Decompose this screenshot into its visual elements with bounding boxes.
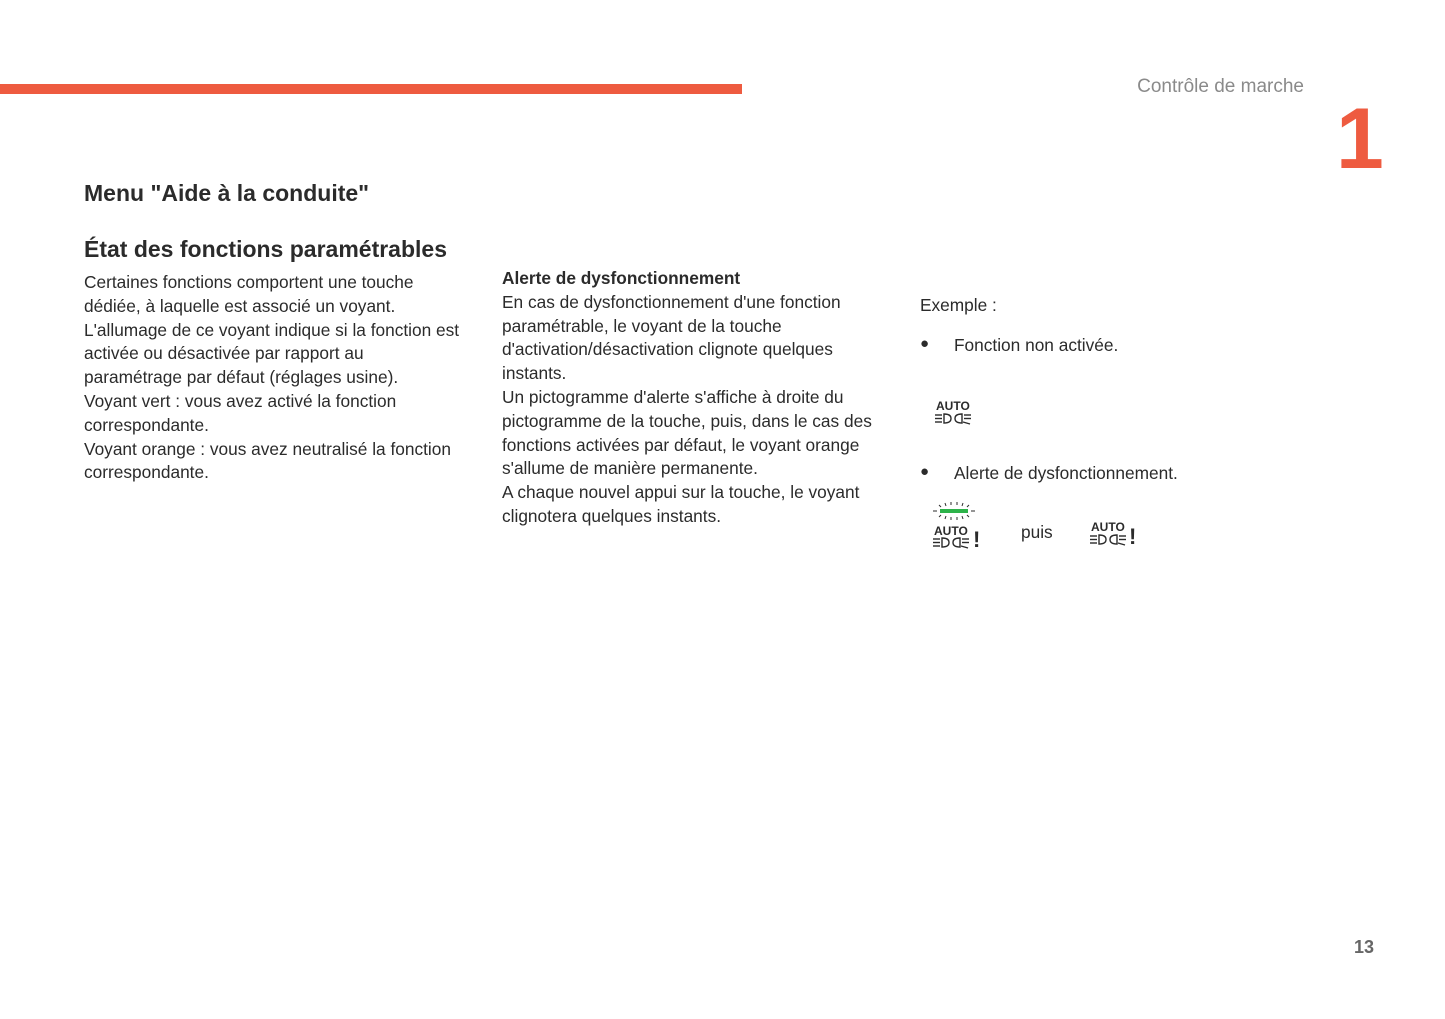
menu-title: Menu "Aide à la conduite" <box>84 180 370 206</box>
bullet-text: Fonction non activée. <box>954 335 1119 355</box>
auto-headlamp-icon <box>934 397 976 429</box>
auto-headlamp-alert-icon <box>1088 518 1142 550</box>
example-label: Exemple : <box>920 295 997 315</box>
malfunction-subtitle: Alerte de dysfonctionnement <box>502 268 741 288</box>
paragraph: Certaines fonctions comportent une touche dédiée, à laquelle est associé un voyant. <box>84 272 414 316</box>
auto-icon-label: AUTO <box>1091 520 1125 534</box>
auto-icon-label: AUTO <box>934 524 968 538</box>
bullet-dot: ● <box>920 463 930 480</box>
section-title: État des fonctions paramétrables <box>84 236 447 262</box>
bullet-text: Alerte de dysfonctionnement. <box>954 463 1178 483</box>
bullet-dot: ● <box>920 335 930 352</box>
auto-headlamp-blinking-alert-icon <box>931 501 987 553</box>
page-number: 13 <box>1354 937 1375 957</box>
paragraph: L'allumage de ce voyant indique si la fonction est activée ou désactivée par rapport au paramétrage par défaut (réglages usine). <box>84 319 460 388</box>
alert-mark: ! <box>973 527 981 552</box>
alert-mark: ! <box>1129 524 1137 549</box>
bullet-item <box>920 463 1178 484</box>
paragraph: A chaque nouvel appui sur la touche, le voyant clignotera quelques instants. <box>502 482 860 526</box>
column-malfunction <box>502 267 892 529</box>
paragraph: Un pictogramme d'alerte s'affiche à droite du pictogramme de la touche, puis, dans le cas des fonctions activées par défaut, le voyant orange s'allume de manière permanente. <box>502 386 872 479</box>
header-accent-bar <box>0 84 742 94</box>
column-intro <box>84 271 464 485</box>
section-label: Contrôle de marche <box>1137 76 1304 97</box>
chapter-number: 1 <box>1336 91 1384 187</box>
paragraph: Voyant vert : vous avez activé la fonction correspondante. <box>84 390 397 435</box>
auto-icon-label: AUTO <box>936 399 970 413</box>
green-led-indicator <box>940 509 968 513</box>
paragraph: En cas de dysfonctionnement d'une fonction paramétrable, le voyant de la touche d'activation/désactivation clignote quelques instants. <box>502 291 841 384</box>
between-label: puis <box>1021 522 1053 542</box>
paragraph: Voyant orange : vous avez neutralisé la fonction correspondante. <box>84 438 451 483</box>
bullet-item <box>920 335 1118 356</box>
